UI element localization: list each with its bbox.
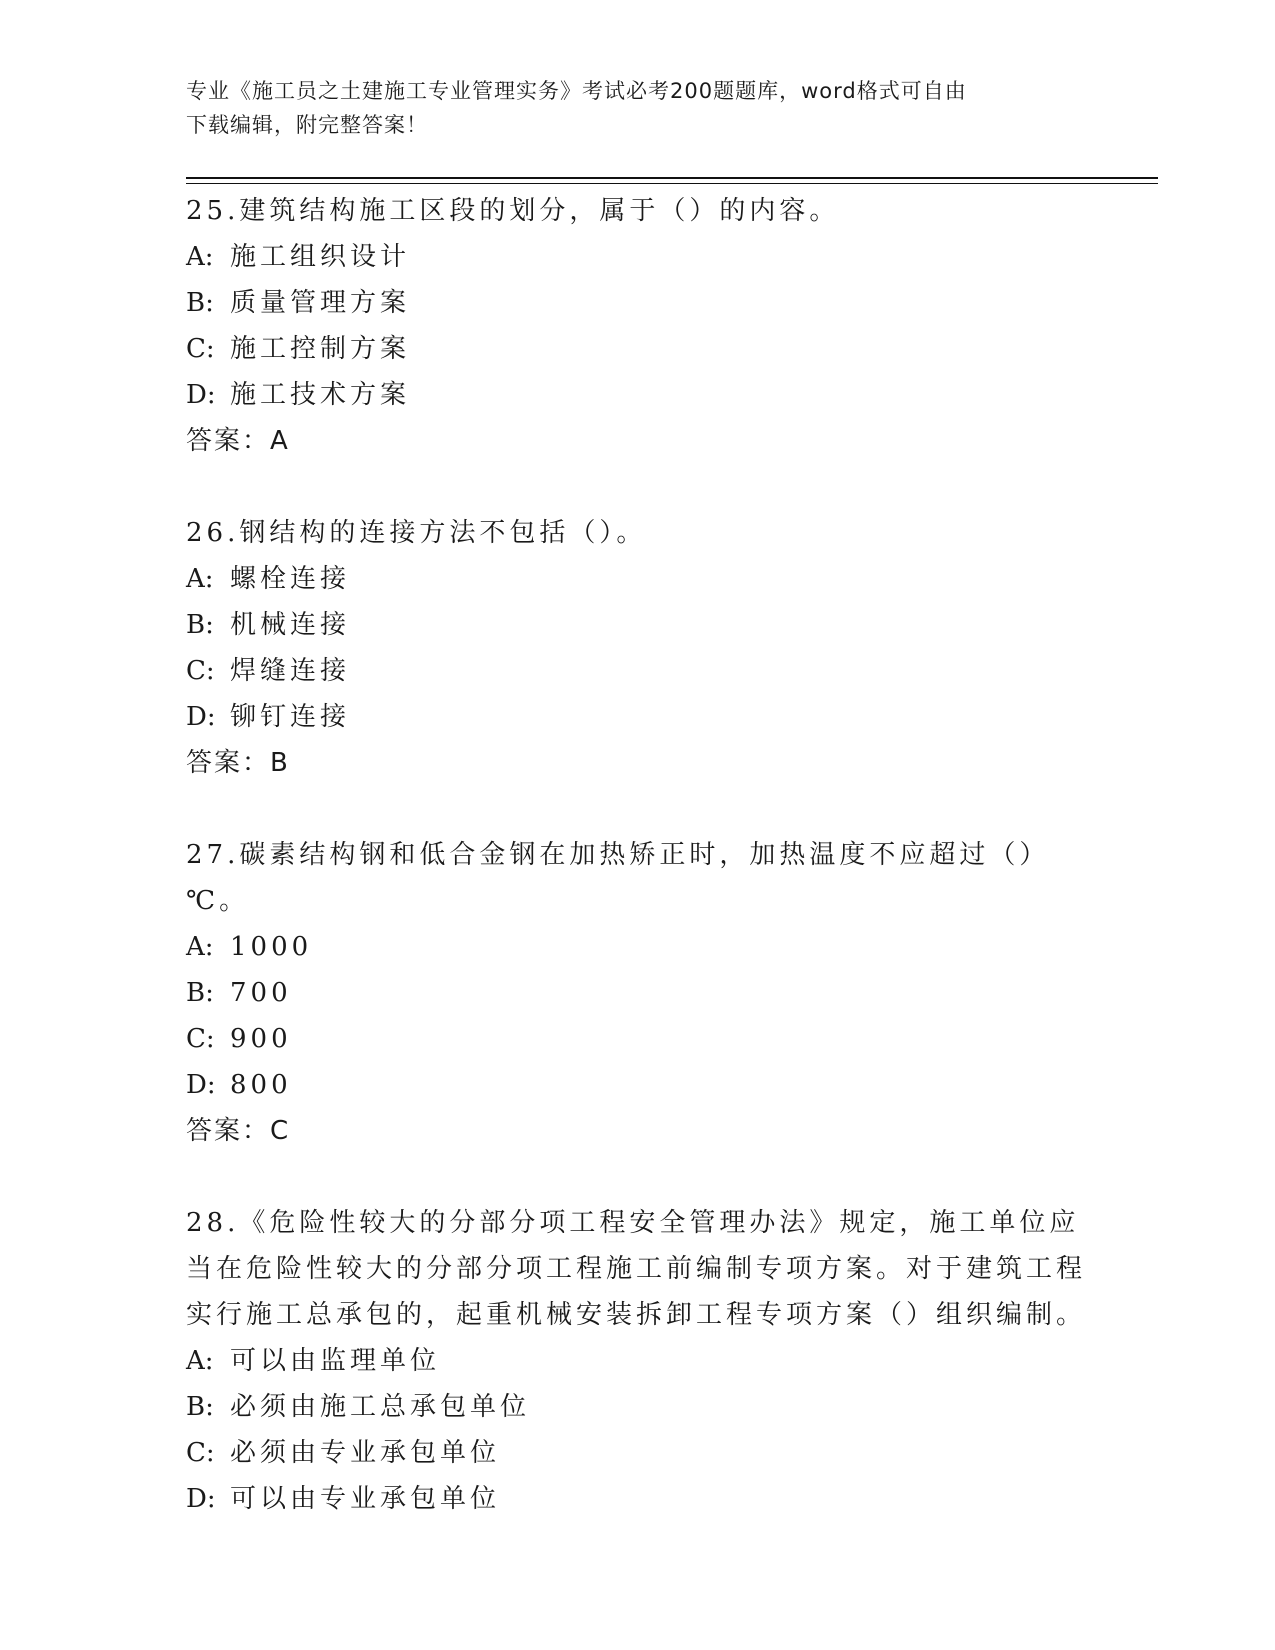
option-letter: D: (186, 1070, 216, 1100)
question-list (186, 188, 1086, 1568)
option-letter: D: (186, 1484, 216, 1514)
option-a (186, 234, 1086, 280)
option-d (186, 1062, 1086, 1108)
option-text: 施工组织设计 (230, 242, 411, 272)
option-letter: B: (186, 610, 214, 640)
option-text: 质量管理方案 (230, 288, 411, 318)
header-line-1: 专业《施工员之土建施工专业管理实务》考试必考200题题库，word格式可自由 (186, 79, 967, 103)
option-a (186, 556, 1086, 602)
option-letter: C: (186, 1024, 215, 1054)
question-stem: 28.《危险性较大的分部分项工程安全管理办法》规定，施工单位应当在危险性较大的分部分项工程施工前编制专项方案。对于建筑工程实行施工总承包的，起重机械安装拆卸工程专项方案（）组织编制。 (186, 1208, 1087, 1330)
option-text: 铆钉连接 (230, 702, 351, 732)
option-text: 可以由专业承包单位 (230, 1484, 501, 1514)
question-stem: 26.钢结构的连接方法不包括（）。 (186, 518, 647, 548)
header-divider-thick (186, 177, 1158, 179)
header-divider-thin (186, 183, 1158, 184)
answer-line: 答案：A (186, 426, 290, 456)
option-text: 施工技术方案 (230, 380, 411, 410)
option-b (186, 602, 1086, 648)
option-text: 必须由施工总承包单位 (230, 1392, 531, 1422)
option-b (186, 280, 1086, 326)
question-26 (186, 510, 1086, 786)
option-text: 螺栓连接 (230, 564, 351, 594)
option-letter: D: (186, 702, 216, 732)
question-stem: 27.碳素结构钢和低合金钢在加热矫正时，加热温度不应超过（）℃。 (186, 840, 1050, 916)
option-letter: B: (186, 978, 214, 1008)
option-c (186, 1430, 1086, 1476)
option-text: 700 (230, 978, 292, 1008)
option-letter: A: (186, 932, 214, 962)
option-letter: A: (186, 242, 214, 272)
option-a (186, 1338, 1086, 1384)
option-text: 机械连接 (230, 610, 351, 640)
option-letter: B: (186, 1392, 214, 1422)
question-25 (186, 188, 1086, 464)
answer-line: 答案：C (186, 1116, 291, 1146)
document-header (186, 74, 1066, 142)
question-stem: 25.建筑结构施工区段的划分，属于（）的内容。 (186, 196, 840, 226)
option-letter: A: (186, 564, 214, 594)
option-letter: D: (186, 380, 216, 410)
option-text: 800 (230, 1070, 292, 1100)
option-text: 900 (230, 1024, 292, 1054)
option-letter: C: (186, 656, 215, 686)
option-b (186, 1384, 1086, 1430)
option-letter: C: (186, 1438, 215, 1468)
option-b (186, 970, 1086, 1016)
header-line-2: 下载编辑，附完整答案！ (186, 113, 428, 137)
option-c (186, 648, 1086, 694)
option-text: 焊缝连接 (230, 656, 351, 686)
option-text: 可以由监理单位 (230, 1346, 441, 1376)
option-text: 必须由专业承包单位 (230, 1438, 501, 1468)
answer-line: 答案：B (186, 748, 290, 778)
option-text: 1000 (230, 932, 313, 962)
option-letter: A: (186, 1346, 214, 1376)
option-c (186, 326, 1086, 372)
option-d (186, 1476, 1086, 1522)
question-27 (186, 832, 1086, 1154)
option-letter: C: (186, 334, 215, 364)
option-c (186, 1016, 1086, 1062)
option-text: 施工控制方案 (230, 334, 411, 364)
question-28 (186, 1200, 1086, 1522)
option-a (186, 924, 1086, 970)
option-d (186, 694, 1086, 740)
option-d (186, 372, 1086, 418)
option-letter: B: (186, 288, 214, 318)
